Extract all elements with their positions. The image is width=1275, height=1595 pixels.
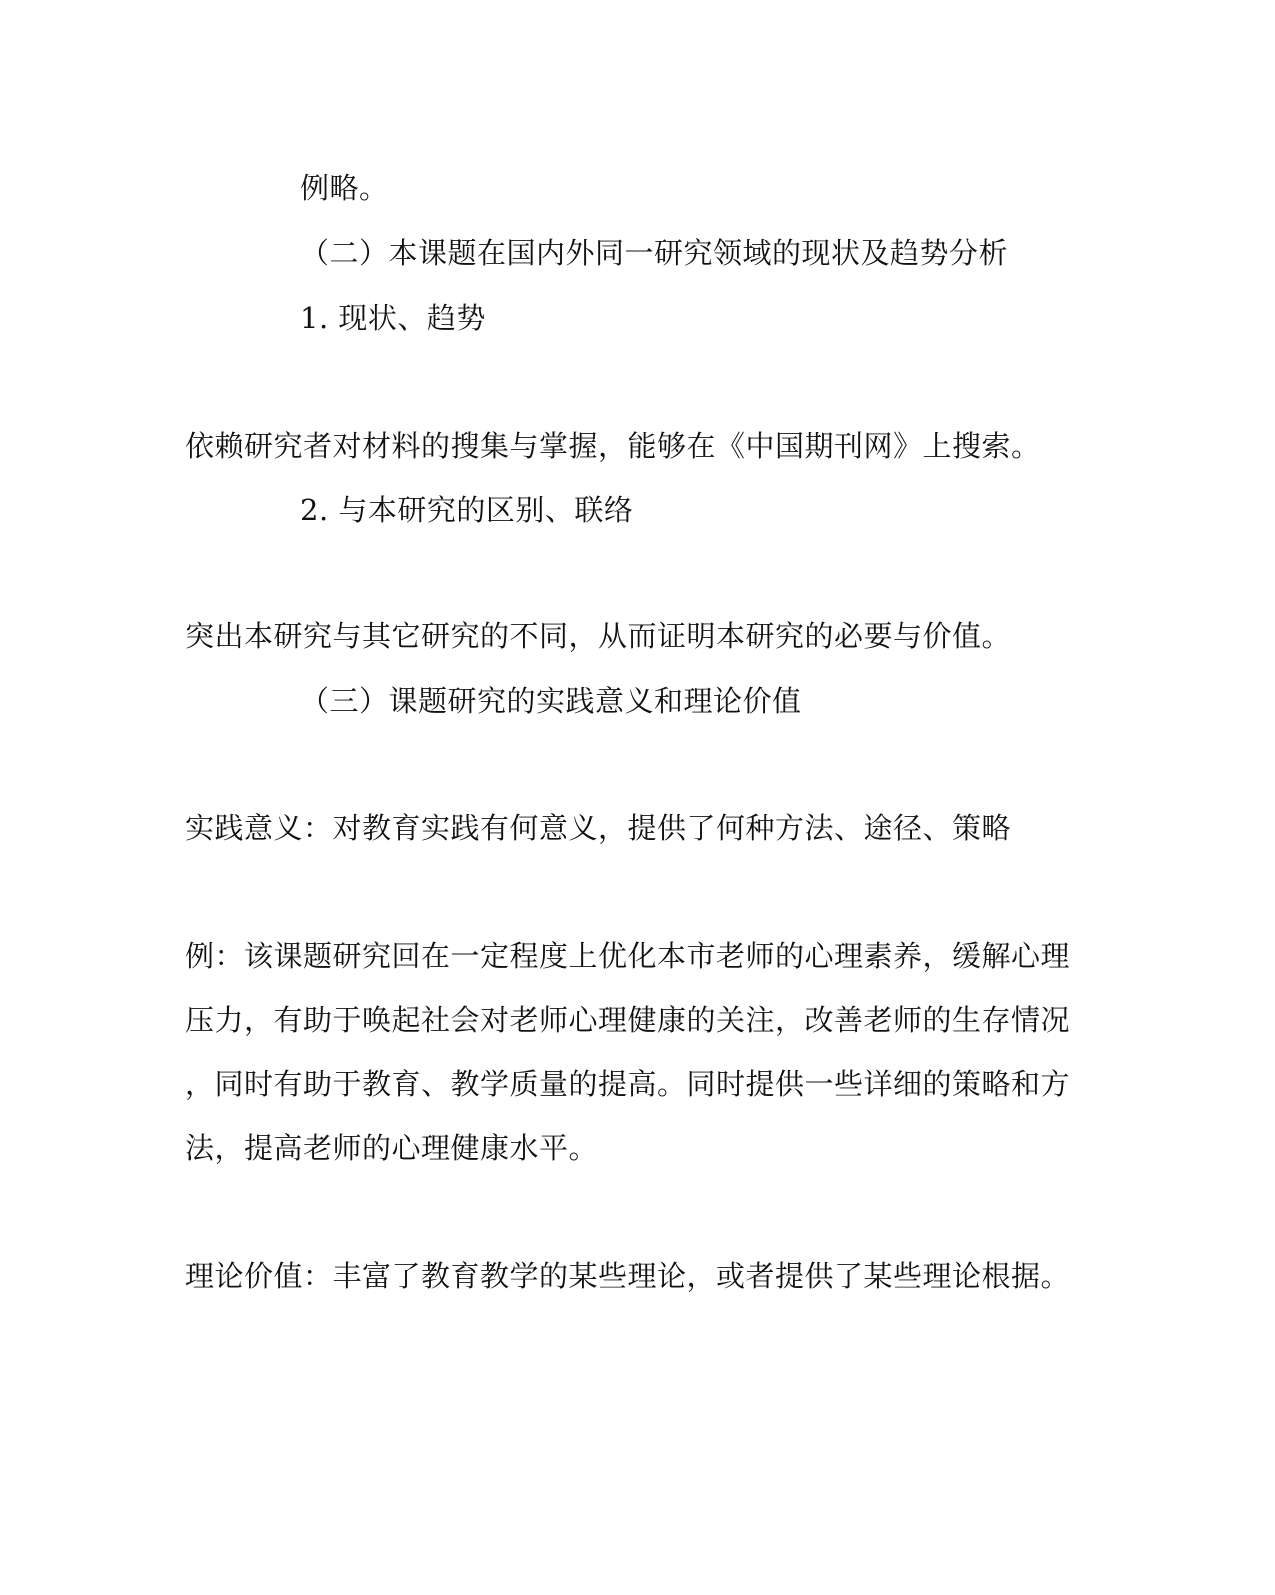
section-heading-2: （二）本课题在国内外同一研究领域的现状及趋势分析 [300, 236, 1009, 270]
body-paragraph-4-line-4: 法，提高老师的心理健康水平。 [185, 1131, 599, 1165]
body-paragraph-4-line-1: 例：该课题研究回在一定程度上优化本市老师的心理素养，缓解心理 [185, 939, 1071, 973]
body-paragraph-3: 实践意义：对教育实践有何意义，提供了何种方法、途径、策略 [185, 811, 1012, 845]
subheading-2: 2. 与本研究的区别、联络 [300, 493, 634, 527]
text-line-continuation: 例略。 [300, 171, 389, 205]
body-paragraph-5: 理论价值：丰富了教育教学的某些理论，或者提供了某些理论根据。 [185, 1259, 1071, 1293]
subheading-1: 1. 现状、趋势 [300, 301, 486, 335]
body-paragraph-2: 突出本研究与其它研究的不同，从而证明本研究的必要与价值。 [185, 619, 1012, 653]
section-heading-3: （三）课题研究的实践意义和理论价值 [300, 684, 802, 718]
body-paragraph-4-line-3: ，同时有助于教育、教学质量的提高。同时提供一些详细的策略和方 [185, 1067, 1071, 1101]
body-paragraph-4-line-2: 压力，有助于唤起社会对老师心理健康的关注，改善老师的生存情况 [185, 1003, 1071, 1037]
body-paragraph-1: 依赖研究者对材料的搜集与掌握，能够在《中国期刊网》上搜索。 [185, 429, 1041, 463]
